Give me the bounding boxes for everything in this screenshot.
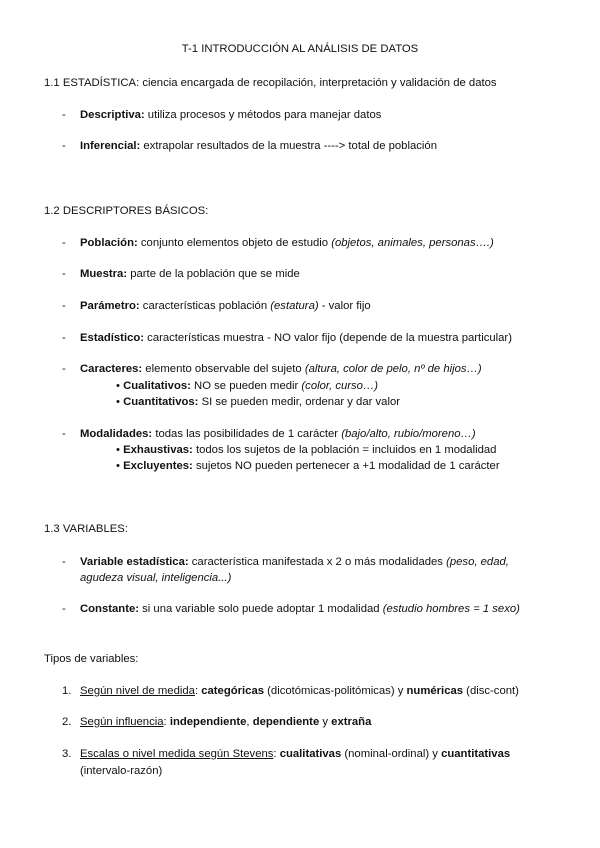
- sub-bullet: •: [116, 380, 120, 392]
- item-parametro: [80, 299, 371, 313]
- term: Modalidades:: [80, 428, 153, 440]
- list-number: 2.: [62, 716, 72, 728]
- tipo-stevens: [80, 747, 510, 761]
- desc: todos los sujetos de la población = incluidos en 1 modalidad: [192, 444, 497, 456]
- bold-2: numéricas: [406, 685, 464, 697]
- term: Cualitativos:: [123, 380, 191, 392]
- desc: extrapolar resultados de la muestra ----> total de población: [140, 140, 437, 152]
- subitem-cuantitativos: [116, 395, 400, 409]
- bold-1: independiente: [169, 716, 247, 728]
- example: (estatura): [270, 300, 319, 312]
- desc: si una variable solo puede adoptar 1 modalidad: [139, 603, 383, 615]
- desc: todas las posibilidades de 1 carácter: [152, 428, 342, 440]
- subitem-cualitativos: [116, 379, 378, 393]
- example: (estudio hombres = 1 sexo): [382, 603, 520, 615]
- label: Según influencia: [80, 716, 164, 728]
- desc: característica manifestada x 2 o más modalidades: [188, 556, 447, 568]
- section-1-2-heading: 1.2 DESCRIPTORES BÁSICOS:: [44, 205, 209, 217]
- example: (color, curso…): [301, 380, 379, 392]
- colon: :: [163, 716, 170, 728]
- item-variable-estadistica-cont: [80, 571, 231, 585]
- dash-bullet: -: [62, 237, 66, 249]
- term: Muestra:: [80, 268, 128, 280]
- label: Según nivel de medida: [80, 685, 195, 697]
- mid-2: (disc-cont): [463, 685, 519, 697]
- item-modalidades: [80, 427, 476, 441]
- item-descriptiva: [80, 108, 381, 122]
- term: Variable estadística:: [80, 556, 189, 568]
- term: Inferencial:: [80, 140, 141, 152]
- item-poblacion: [80, 236, 494, 250]
- mid-1: (dicotómicas-politómicas) y: [264, 685, 407, 697]
- desc: parte de la población que se mide: [127, 268, 300, 280]
- item-muestra: [80, 267, 300, 281]
- term: Constante:: [80, 603, 139, 615]
- desc: características población: [139, 300, 271, 312]
- dash-bullet: -: [62, 556, 66, 568]
- sub-bullet: •: [116, 396, 120, 408]
- dash-bullet: -: [62, 268, 66, 280]
- dash-bullet: -: [62, 300, 66, 312]
- sub-bullet: •: [116, 460, 120, 472]
- colon: :: [273, 748, 280, 760]
- example: (bajo/alto, rubio/moreno…): [341, 428, 476, 440]
- section-1-1-heading: 1.1 ESTADÍSTICA: ciencia encargada de recopilación, interpretación y validación de datos: [44, 77, 497, 89]
- mid-1: ,: [246, 716, 253, 728]
- term: Caracteres:: [80, 363, 143, 375]
- example: (altura, color de pelo, nº de hijos…): [304, 363, 482, 375]
- term: Descriptiva:: [80, 109, 145, 121]
- label: Escalas o nivel medida según Stevens: [80, 748, 274, 760]
- tipo-stevens-cont: (intervalo-razón): [80, 765, 163, 777]
- term: Estadístico:: [80, 332, 145, 344]
- dash-bullet: -: [62, 363, 66, 375]
- term: Cuantitativos:: [123, 396, 199, 408]
- term: Excluyentes:: [123, 460, 193, 472]
- dash-bullet: -: [62, 603, 66, 615]
- list-number: 1.: [62, 685, 72, 697]
- desc: conjunto elementos objeto de estudio: [137, 237, 332, 249]
- list-number: 3.: [62, 748, 72, 760]
- desc: utiliza procesos y métodos para manejar datos: [144, 109, 382, 121]
- document-title: T-1 INTRODUCCIÓN AL ANÁLISIS DE DATOS: [181, 43, 419, 55]
- dash-bullet: -: [62, 140, 66, 152]
- mid-2: y: [319, 716, 332, 728]
- item-variable-estadistica: [80, 555, 509, 569]
- dash-bullet: -: [62, 428, 66, 440]
- dash-bullet: -: [62, 109, 66, 121]
- sub-bullet: •: [116, 444, 120, 456]
- example: (peso, edad,: [446, 556, 509, 568]
- bold-2: dependiente: [252, 716, 320, 728]
- desc: características muestra - NO valor fijo (depende de la muestra particular): [144, 332, 512, 344]
- term: Exhaustivas:: [123, 444, 193, 456]
- desc: sujetos NO pueden pertenecer a +1 modalidad de 1 carácter: [192, 460, 500, 472]
- example: (objetos, animales, personas….): [331, 237, 494, 249]
- section-1-3-heading: 1.3 VARIABLES:: [44, 523, 128, 535]
- example-cont: agudeza visual, inteligencia...): [80, 572, 232, 584]
- tipo-influencia: [80, 715, 371, 729]
- term: Población:: [80, 237, 138, 249]
- item-constante: [80, 602, 520, 616]
- colon: :: [194, 685, 202, 697]
- desc: SI se pueden medir, ordenar y dar valor: [198, 396, 401, 408]
- subitem-exhaustivas: [116, 443, 496, 457]
- desc: NO se pueden medir: [190, 380, 302, 392]
- dash-bullet: -: [62, 332, 66, 344]
- bold-1: categóricas: [201, 685, 265, 697]
- subitem-excluyentes: [116, 459, 500, 473]
- mid-1: (nominal-ordinal) y: [341, 748, 442, 760]
- bold-2: cuantitativas: [441, 748, 511, 760]
- item-caracteres: [80, 362, 482, 376]
- tipo-nivel-medida: [80, 684, 519, 698]
- bold-3: extraña: [331, 716, 372, 728]
- desc: elemento observable del sujeto: [142, 363, 305, 375]
- desc: - valor fijo: [318, 300, 371, 312]
- tipos-heading: Tipos de variables:: [44, 653, 139, 665]
- item-inferencial: [80, 139, 437, 153]
- term: Parámetro:: [80, 300, 140, 312]
- item-estadistico: [80, 331, 512, 345]
- bold-1: cualitativas: [279, 748, 342, 760]
